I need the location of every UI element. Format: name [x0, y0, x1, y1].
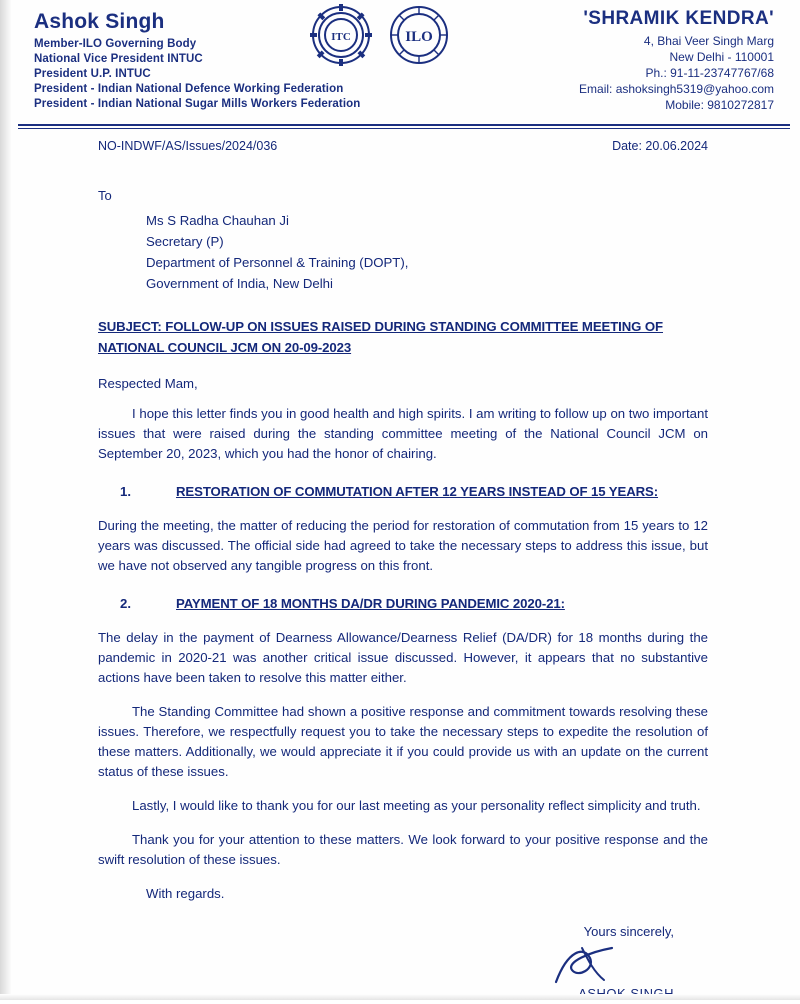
- organization-title: 'SHRAMIK KENDRA': [583, 8, 774, 29]
- issue-2-number: 2.: [120, 596, 131, 611]
- header-divider: [18, 124, 790, 126]
- thanks-paragraph: Lastly, I would like to thank you for our last meeting as your personality reflect simplicity and truth.: [132, 798, 701, 813]
- letter-date: Date: 20.06.2024: [612, 139, 708, 153]
- address-line-2: New Delhi - 110001: [669, 50, 774, 64]
- phone-line: Ph.: 91-11-23747767/68: [645, 66, 774, 80]
- sign-off: Yours sincerely,: [583, 924, 674, 939]
- address-line-1: 4, Bhai Veer Singh Marg: [643, 34, 774, 48]
- header-divider-secondary: [18, 128, 790, 129]
- issue-1-number: 1.: [120, 484, 131, 499]
- to-label: To: [98, 188, 112, 203]
- issue-1-body: During the meeting, the matter of reducing the period for restoration of commutation from 15 years to 12 years was discussed. The official side had agreed to take the necessary steps to address this issue, but we have not observed any tangible progress on this front.: [98, 518, 708, 573]
- ilo-logo-icon: [388, 4, 450, 66]
- issue-1-heading: RESTORATION OF COMMUTATION AFTER 12 YEARS INSTEAD OF 15 YEARS:: [176, 484, 659, 499]
- salutation: Respected Mam,: [98, 376, 198, 391]
- signature-mark: [98, 944, 674, 984]
- issue-2-heading: PAYMENT OF 18 MONTHS DA/DR DURING PANDEMIC 2020-21:: [176, 596, 565, 611]
- intuc-gear-logo-icon: [310, 4, 372, 66]
- sender-role-5: President - Indian National Sugar Mills Workers Federation: [34, 98, 361, 110]
- email-line: Email: ashoksingh5319@yahoo.com: [579, 82, 774, 96]
- regards-line: With regards.: [146, 886, 225, 901]
- request-paragraph: The Standing Committee had shown a positive response and commitment towards resolving these issues. Therefore, we respectfully request you to take the necessary steps to expedite the resolution of these matters. Additionally, we would appreciate it if you could provide us with an update on the current status of these issues.: [98, 704, 708, 779]
- letter-body: [0, 136, 800, 1004]
- sender-name: Ashok Singh: [34, 10, 165, 33]
- reference-row: [98, 136, 708, 156]
- addressee-department: Department of Personnel & Training (DOPT),: [146, 255, 409, 270]
- addressee-designation: Secretary (P): [146, 234, 224, 249]
- sender-role-3: President U.P. INTUC: [34, 68, 151, 80]
- sender-role-1: Member-ILO Governing Body: [34, 38, 197, 50]
- addressee-block: [146, 210, 708, 294]
- reference-number: NO-INDWF/AS/Issues/2024/036: [98, 139, 278, 153]
- addressee-name: Ms S Radha Chauhan Ji: [146, 213, 289, 228]
- sender-role-2: National Vice President INTUC: [34, 53, 203, 65]
- letterhead-logos: [310, 4, 480, 66]
- page-bottom-edge-shadow: [0, 994, 800, 1000]
- issue-2-body: The delay in the payment of Dearness Allowance/Dearness Relief (DA/DR) for 18 months during the pandemic in 2020-21 was another critical issue discussed. However, it appears that no substantive actions have been taken to resolve this matter either.: [98, 630, 708, 685]
- letterhead-right: [474, 8, 774, 113]
- addressee-location: Government of India, New Delhi: [146, 276, 333, 291]
- letterhead: [0, 0, 800, 120]
- intro-paragraph: I hope this letter finds you in good health and high spirits. I am writing to follow up on two important issues that were raised during the standing committee meeting of the National Council JCM on September 20, 2023, which you had the honor of chairing.: [98, 406, 708, 461]
- sender-role-4: President - Indian National Defence Working Federation: [34, 83, 344, 95]
- svg-text:ILO: ILO: [405, 29, 433, 45]
- subject-line: SUBJECT: FOLLOW-UP ON ISSUES RAISED DURING STANDING COMMITTEE MEETING OF NATIONAL COUNCIL JCM ON 20-09-2023: [98, 319, 663, 355]
- mobile-line: Mobile: 9810272817: [665, 98, 774, 112]
- signature-block: [98, 922, 708, 1004]
- issue-item-2: [98, 594, 708, 614]
- svg-text:ITC: ITC: [331, 31, 351, 43]
- closing-paragraph: Thank you for your attention to these matters. We look forward to your positive response and the swift resolution of these issues.: [98, 832, 708, 867]
- issue-item-1: [98, 482, 708, 502]
